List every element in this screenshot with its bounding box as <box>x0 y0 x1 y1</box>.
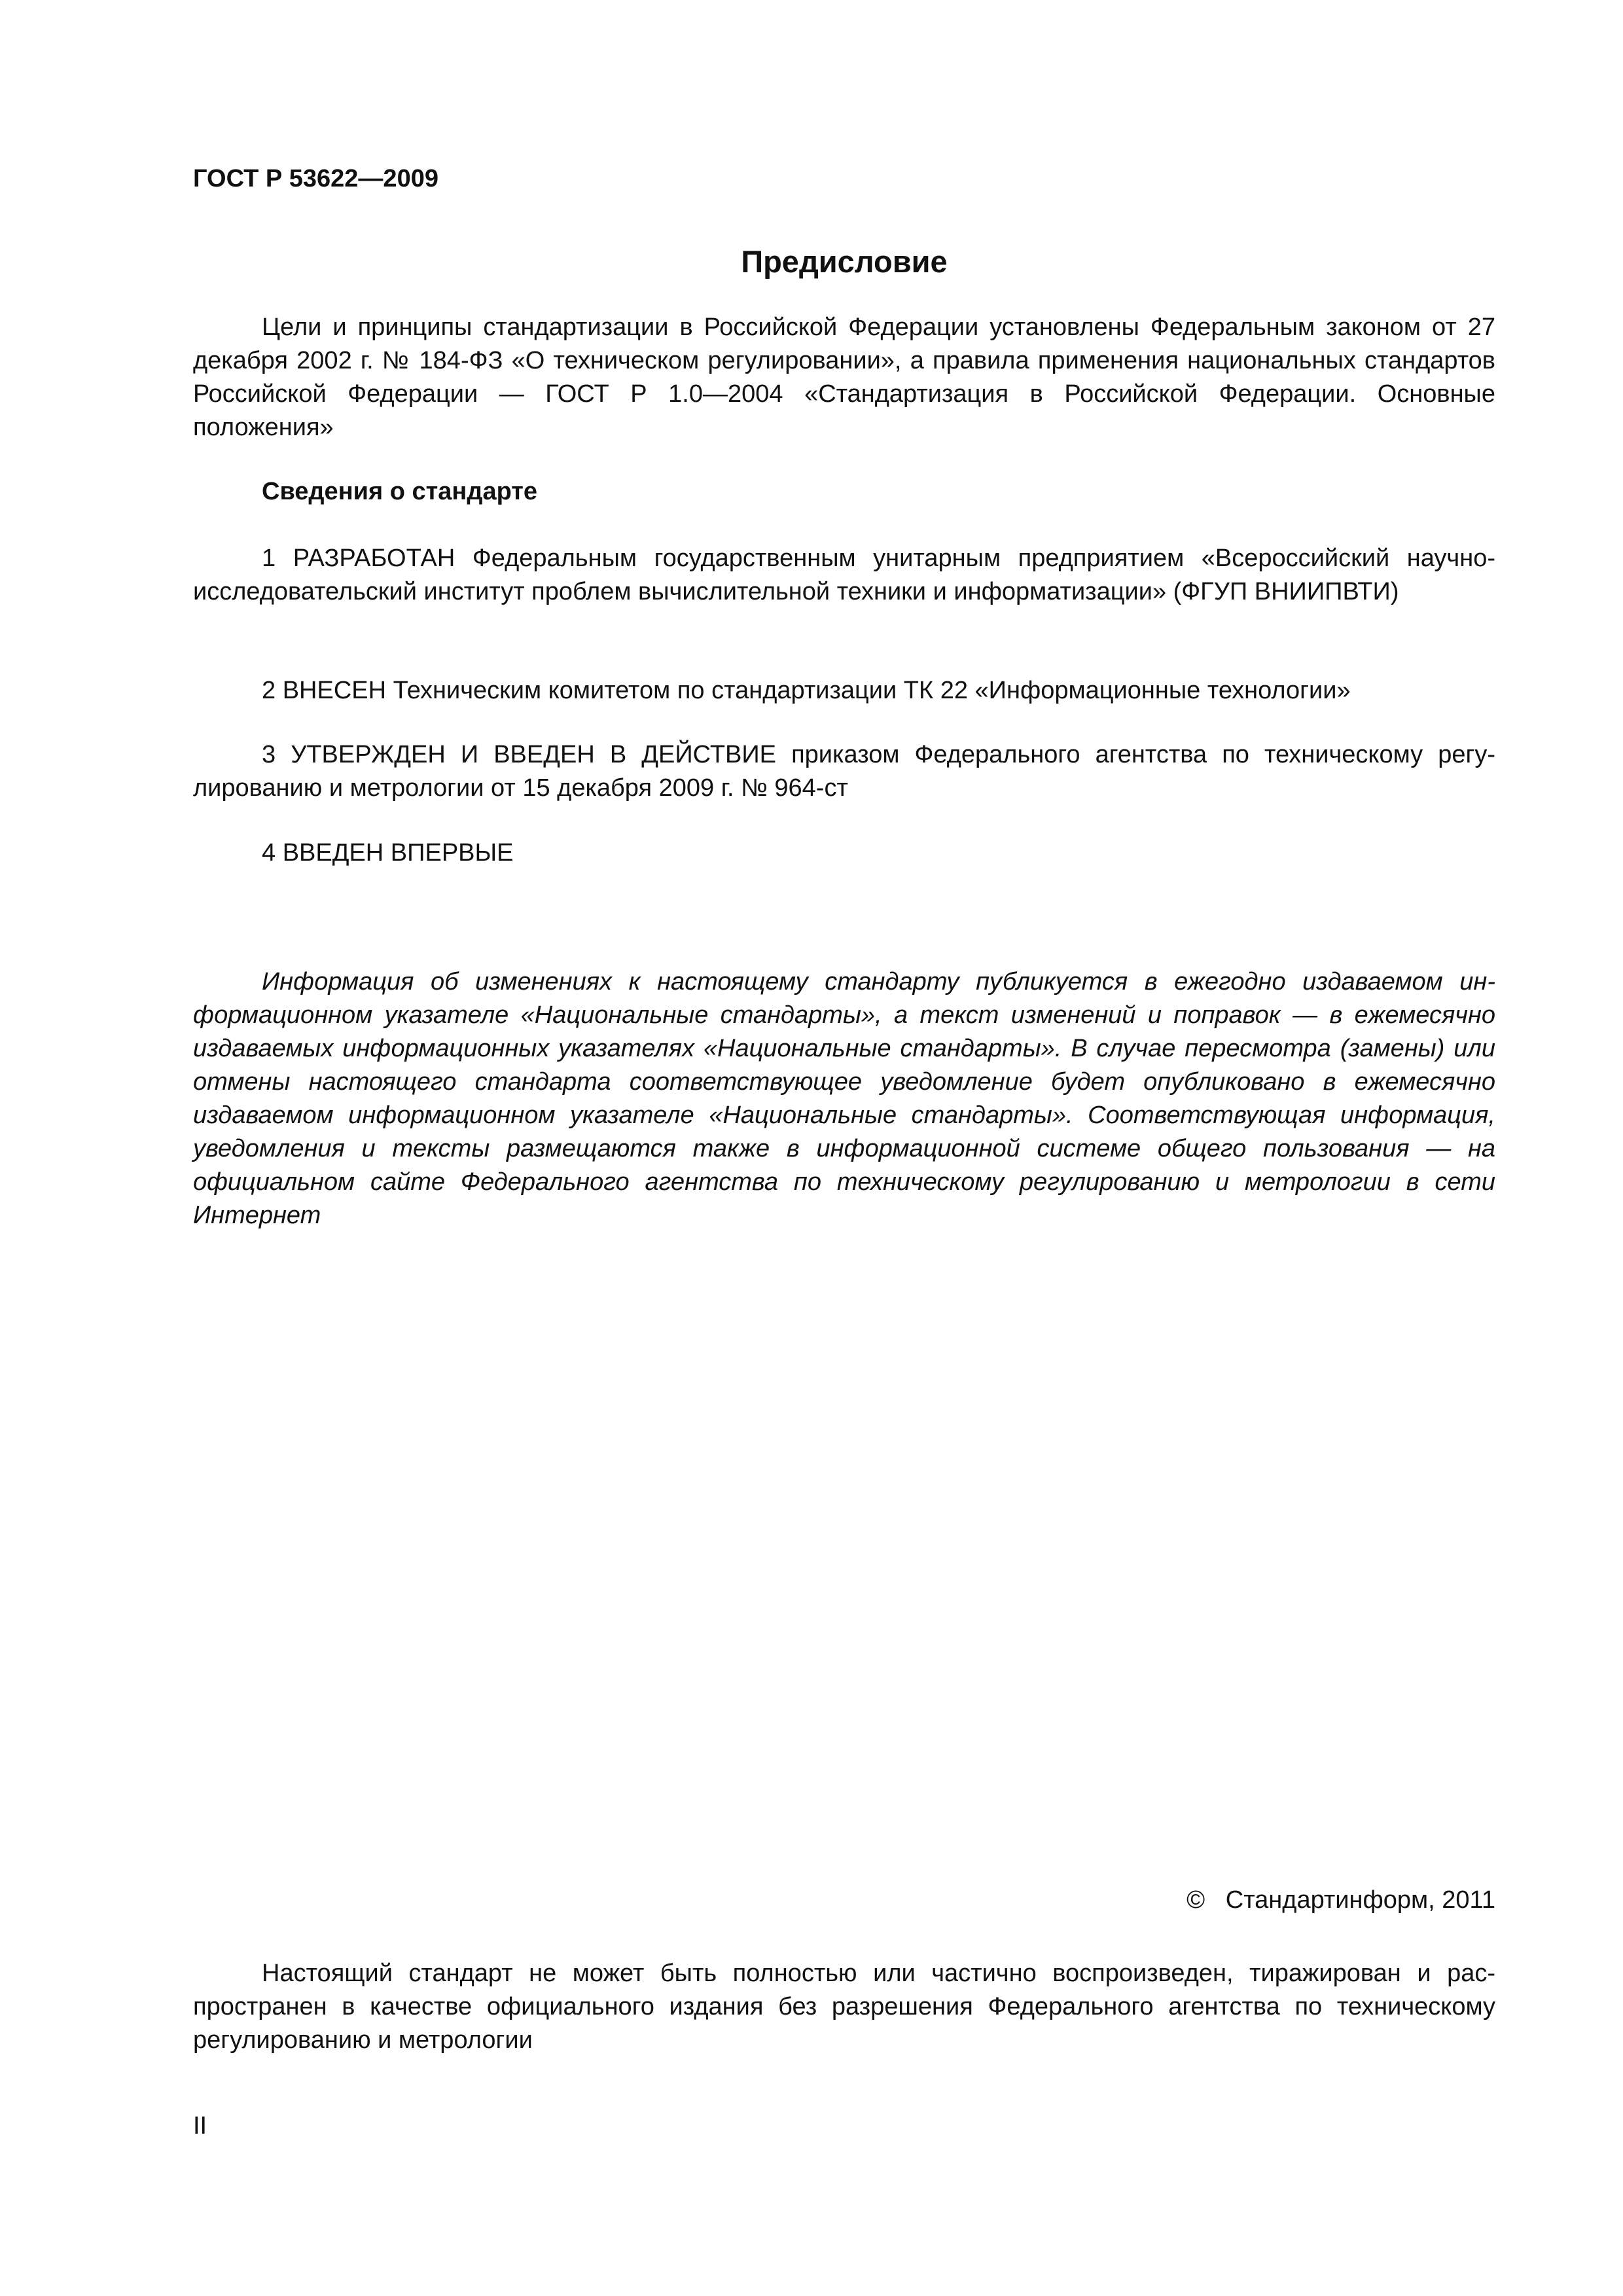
standard-info-heading: Сведения о стандарте <box>262 478 538 505</box>
page-number: II <box>193 2112 207 2140</box>
copyright-line: © Стандартинформ, 2011 <box>1186 1886 1495 1914</box>
standard-info-item-developed: 1 РАЗРАБОТАН Федеральным государственным унитарным предприятием «Всероссийский научно-исследовательский институт проблем вычислительной техники и информатизации» (ФГУП ВНИИПВТИ) <box>193 545 1495 605</box>
standard-info-item-approved: 3 УТВЕРЖДЕН И ВВЕДЕН В ДЕЙСТВИЕ приказом Федерального агентства по техническому регулированию и метрологии от 15 декабря 2009 г. № 964-ст <box>193 741 1495 802</box>
standard-info-item-submitted: 2 ВНЕСЕН Техническим комитетом по стандартизации ТК 22 «Информационные технологии» <box>262 677 1351 704</box>
preface-intro-paragraph: Цели и принципы стандартизации в Российской Федерации установлены Федеральным законом от 27 декабря 2002 г. № 184-ФЗ «О техническом регулировании», а правила применения национальных стандартов Российской Федерации — ГОСТ Р 1.0—2004 «Стандартизация в Российской Федерации. Основные положения» <box>193 314 1495 441</box>
standard-info-item-introduced: 4 ВВЕДЕН ВПЕРВЫЕ <box>262 839 514 867</box>
preface-title: Предисловие <box>741 244 948 279</box>
changes-information-paragraph: Информация об изменениях к настоящему стандарту публикуется в ежегодно издаваемом информационном указателе «Национальные стандарты», а текст изменений и поправок — в ежемесячно издаваемых информационных указателях «Национальные стандарты». В случае пересмотра (замены) или отмены настоящего стандарта соответствующее уведомление будет опубликовано в ежемесячно издаваемом информационном указателе «Национальные стандарты». Соответствующая информация, уведомления и тексты размещаются также в информационной системе общего пользования — на официальном сайте Федерального агентства по техническому регулированию и метрологии в сети Интернет <box>193 968 1495 1229</box>
document-code: ГОСТ Р 53622—2009 <box>193 165 438 192</box>
reproduction-notice-paragraph: Настоящий стандарт не может быть полностью или частично воспроизведен, тиражирован и распространен в качестве официального издания без разрешения Федерального агентства по техническому регулированию и метрологии <box>193 1960 1495 2054</box>
